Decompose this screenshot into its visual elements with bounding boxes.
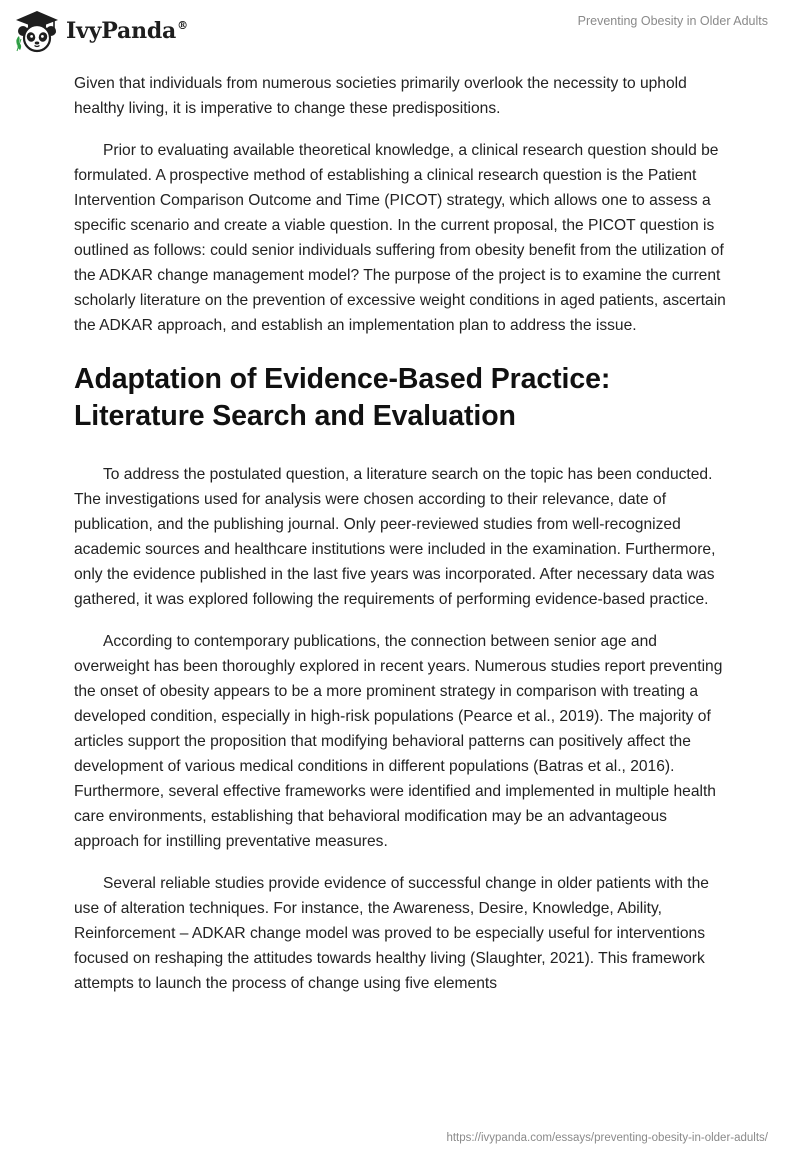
- section-heading-line-2: Literature Search and Evaluation: [74, 400, 516, 432]
- section-heading: [74, 361, 734, 435]
- paragraph-5: Several reliable studies provide evidence of successful change in older patients with the use of alteration techniques. For instance, the Awareness, Desire, Knowledge, Ability, Reinforcement – ADKAR change model was proved to be especially useful for interventions focused on reshaping the attitudes towards healthy living (Slaughter, 2021). This framework attempts to launch the process of change using five elements: [74, 875, 709, 992]
- section-heading-line-1: Adaptation of Evidence-Based Practice:: [74, 363, 611, 395]
- paragraph-3: To address the postulated question, a literature search on the topic has been conducted. The investigations used for analysis were chosen according to their relevance, date of publication, and the publishing journal. Only peer-reviewed studies from well-recognized academic sources and healthcare institutions were included in the examination. Furthermore, only the evidence published in the last five years was incorporated. After necessary data was gathered, it was explored following the requirements of performing evidence-based practice.: [74, 466, 716, 608]
- brand-logo[interactable]: [14, 9, 188, 53]
- paragraph-1: Given that individuals from numerous societies primarily overlook the necessity to uphold healthy living, it is imperative to change these predispositions.: [74, 75, 687, 117]
- running-title: Preventing Obesity in Older Adults: [577, 14, 768, 28]
- registered-mark: ®: [177, 19, 188, 32]
- panda-graduate-icon: [14, 9, 60, 53]
- paragraph-4: According to contemporary publications, the connection between senior age and overweight has been thoroughly explored in recent years. Numerous studies report preventing the onset of obesity appears to be a more prominent strategy in comparison with treating a developed condition, especially in high-risk populations (Pearce et al., 2019). The majority of articles support the proposition that modifying behavioral patterns can positively affect the development of various medical conditions in different populations (Batras et al., 2016). Furthermore, several effective frameworks were identified and implemented in multiple health care environments, establishing that behavioral modification may be an advantageous approach for instilling preventative measures.: [74, 633, 723, 850]
- source-url[interactable]: https://ivypanda.com/essays/preventing-obesity-in-older-adults/: [446, 1132, 768, 1144]
- page-header: [0, 0, 800, 64]
- paragraph-2: Prior to evaluating available theoretical knowledge, a clinical research question should be formulated. A prospective method of establishing a clinical research question is the Patient Intervention Comparison Outcome and Time (PICOT) strategy, which allows one to assess a specific scenario and create a viable question. In the current proposal, the PICOT question is outlined as follows: could senior individuals suffering from obesity benefit from the utilization of the ADKAR change management model? The purpose of the project is to examine the current scholarly literature on the prevention of excessive weight conditions in aged patients, ascertain the ADKAR approach, and establish an implementation plan to address the issue.: [74, 142, 726, 334]
- brand-name: IvyPanda®: [66, 18, 188, 44]
- essay-body: [74, 71, 734, 1013]
